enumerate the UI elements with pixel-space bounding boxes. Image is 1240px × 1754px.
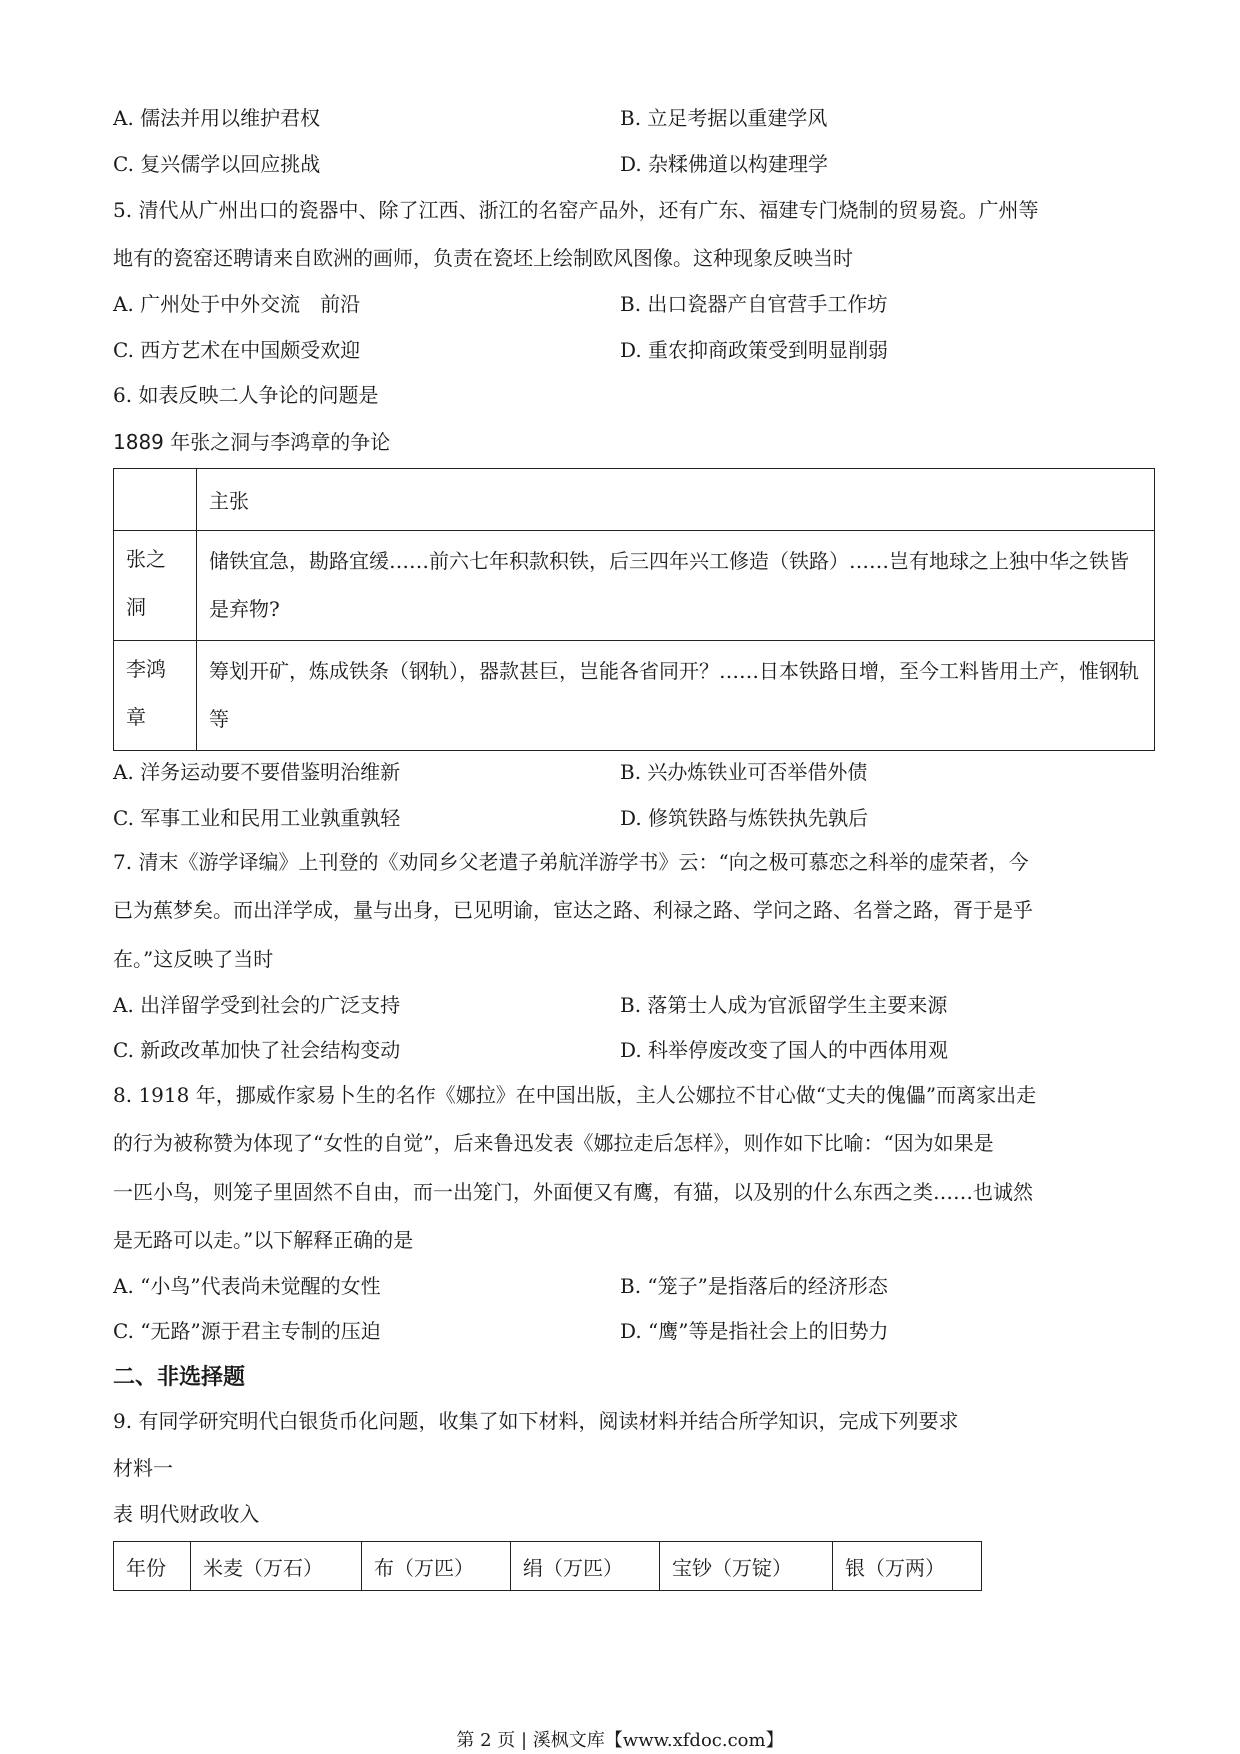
q8-stem-line4: 是无路可以走。”以下解释正确的是 xyxy=(113,1228,414,1252)
q7-option-d: D. 科举停废改变了国人的中西体用观 xyxy=(620,1038,949,1062)
q8-stem-line3: 一匹小鸟，则笼子里固然不自由，而一出笼门，外面便又有鹰，有猫，以及别的什么东西之类……也诚然 xyxy=(113,1180,1033,1204)
q7-stem-line2: 已为蕉梦矣。而出洋学成，量与出身，已见明谕，宦达之路、利禄之路、学问之路、名誉之路，胥于是乎 xyxy=(113,898,1033,922)
q6-option-d: D. 修筑铁路与炼铁执先孰后 xyxy=(620,806,869,830)
q6-option-b: B. 兴办炼铁业可否举借外债 xyxy=(620,760,868,784)
q9-table-title: 表 明代财政收入 xyxy=(113,1502,260,1526)
q7-option-a: A. 出洋留学受到社会的广泛支持 xyxy=(113,993,401,1017)
q7-stem-line3: 在。”这反映了当时 xyxy=(113,947,274,971)
section-heading: 二、非选择题 xyxy=(113,1365,246,1390)
q5-option-d: D. 重农抑商政策受到明显削弱 xyxy=(620,338,889,362)
q6-row-name: 李鸿章 xyxy=(114,641,197,751)
q5-option-c: C. 西方艺术在中国颇受欢迎 xyxy=(113,338,361,362)
q6-row-text: 筹划开矿，炼成铁条（钢轨），器款甚巨，岂能各省同开？……日本铁路日增，至今工料皆用土产，惟钢轨等 xyxy=(197,641,1155,751)
q6-row-name: 张之洞 xyxy=(114,531,197,641)
q6-option-a: A. 洋务运动要不要借鉴明治维新 xyxy=(113,760,401,784)
q7-option-b: B. 落第士人成为官派留学生主要来源 xyxy=(620,993,948,1017)
q6-header-empty-cell xyxy=(114,469,197,531)
q9-table-header-cell: 宝钞（万锭） xyxy=(660,1542,833,1591)
q6-header-cell: 主张 xyxy=(197,469,1155,531)
q9-table-header-cell: 米麦（万石） xyxy=(191,1542,362,1591)
q9-stem: 9. 有同学研究明代白银货币化问题，收集了如下材料，阅读材料并结合所学知识，完成下列要求 xyxy=(113,1409,959,1433)
q5-option-a: A. 广州处于中外交流 前沿 xyxy=(113,292,361,316)
q9-table-header-cell: 银（万两） xyxy=(833,1542,982,1591)
page-footer: 第 2 页 | 溪枫文库【www.xfdoc.com】 xyxy=(456,1730,784,1751)
q4-option-c: C. 复兴儒学以回应挑战 xyxy=(113,152,321,176)
q4-option-d: D. 杂糅佛道以构建理学 xyxy=(620,152,829,176)
q9-material-label: 材料一 xyxy=(113,1456,173,1480)
q8-option-c: C. “无路”源于君主专制的压迫 xyxy=(113,1319,381,1343)
q7-stem-line1: 7. 清末《游学译编》上刊登的《劝同乡父老遣子弟航洋游学书》云：“向之极可慕恋之科举的虚荣者，今 xyxy=(113,850,1029,874)
q6-stem: 6. 如表反映二人争论的问题是 xyxy=(113,383,379,407)
q5-option-b: B. 出口瓷器产自官营手工作坊 xyxy=(620,292,888,316)
q6-debate-table xyxy=(113,468,1155,751)
q9-table-header-cell: 年份 xyxy=(114,1542,191,1591)
q4-option-a: A. 儒法并用以维护君权 xyxy=(113,106,321,130)
q9-table-header-cell: 绢（万匹） xyxy=(511,1542,660,1591)
q8-stem-line1: 8. 1918 年，挪威作家易卜生的名作《娜拉》在中国出版，主人公娜拉不甘心做“丈夫的傀儡”而离家出走 xyxy=(113,1083,1037,1107)
q8-stem-line2: 的行为被称赞为体现了“女性的自觉”，后来鲁迅发表《娜拉走后怎样》，则作如下比喻：“因为如果是 xyxy=(113,1131,994,1155)
q9-revenue-table xyxy=(113,1541,982,1591)
q4-option-b: B. 立足考据以重建学风 xyxy=(620,106,828,130)
q8-option-b: B. “笼子”是指落后的经济形态 xyxy=(620,1274,888,1298)
q6-option-c: C. 军事工业和民用工业孰重孰轻 xyxy=(113,806,401,830)
q6-table-title: 1889 年张之洞与李鸿章的争论 xyxy=(113,430,391,454)
q5-stem-line2: 地有的瓷窑还聘请来自欧洲的画师，负责在瓷坯上绘制欧风图像。这种现象反映当时 xyxy=(113,246,853,270)
q9-table-header-cell: 布（万匹） xyxy=(362,1542,511,1591)
q6-row-text: 储铁宜急，勘路宜缓……前六七年积款积铁，后三四年兴工修造（铁路）……岂有地球之上独中华之铁皆是弃物? xyxy=(197,531,1155,641)
q8-option-a: A. “小鸟”代表尚未觉醒的女性 xyxy=(113,1274,381,1298)
q5-stem-line1: 5. 清代从广州出口的瓷器中、除了江西、浙江的名窑产品外，还有广东、福建专门烧制的贸易瓷。广州等 xyxy=(113,198,1039,222)
q8-option-d: D. “鹰”等是指社会上的旧势力 xyxy=(620,1319,889,1343)
q7-option-c: C. 新政改革加快了社会结构变动 xyxy=(113,1038,401,1062)
